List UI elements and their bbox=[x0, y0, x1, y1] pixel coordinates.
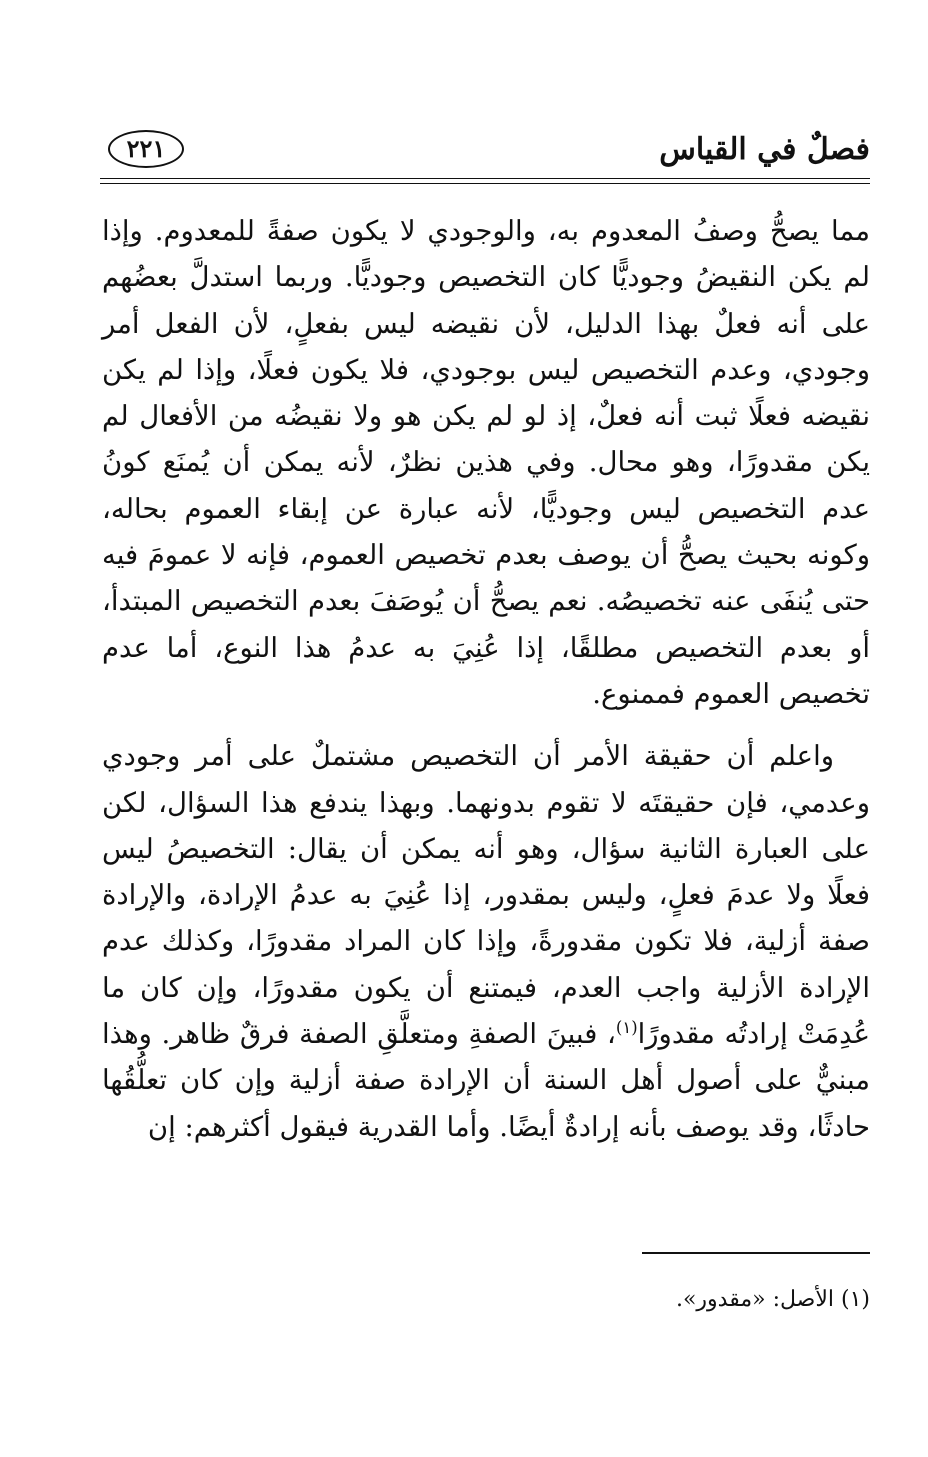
page-number: ٢٢١ bbox=[108, 130, 184, 168]
paragraph-1: مما يصحُّ وصفُ المعدوم به، والوجودي لا يكون صفةً للمعدوم. وإذا لم يكن النقيضُ وجوديًّا كان التخصيص وجوديًّا. وربما استدلَّ بعضُهم على أنه فعلٌ بهذا الدليل، لأن نقيضه ليس بفعلٍ، لأن الفعل أمر وجودي، وعدم التخصيص ليس بوجودي، فلا يكون فعلًا، وإذا لم يكن نقيضه فعلًا ثبت أنه فعلٌ، إذ لو لم يكن هو ولا نقيضُه من الأفعال لم يكن مقدورًا، وهو محال. وفي هذين نظرٌ، لأنه يمكن أن يُمنَع كونُ عدم التخصيص ليس وجوديًّا، لأنه عبارة عن إبقاء العموم بحاله، وكونه بحيث يصحُّ أن يوصف بعدم تخصيص العموم، فإنه لا عمومَ فيه حتى يُنفَى عنه تخصيصُه. نعم يصحُّ أن يُوصَفَ بعدم التخصيص المبتدأ، أو بعدم التخصيص مطلقًا، إذا عُنِيَ به عدمُ هذا النوع، أما عدم تخصيص العموم فممنوع. bbox=[102, 215, 870, 710]
paragraph-2-part-2: ، فبينَ الصفةِ ومتعلَّقِ الصفة فرقٌ ظاهر. وهذا مبنيٌّ على أصول أهل السنة أن الإرادة صفة أزلية وإن كان تعلُّقُها حادثًا، وقد يوصف بأنه إرادةٌ أيضًا. وأما القدرية فيقول أكثرهم: إن bbox=[102, 1018, 870, 1143]
footnote-separator bbox=[642, 1252, 870, 1254]
paragraph-2-part-1: واعلم أن حقيقة الأمر أن التخصيص مشتملٌ على أمر وجودي وعدمي، فإن حقيقتَه لا تقوم بدونهما. وبهذا يندفع هذا السؤال، لكن على العبارة الثانية سؤال، وهو أنه يمكن أن يقال: التخصيصُ ليس فعلًا ولا عدمَ فعلٍ، وليس بمقدور، إذا عُنِيَ به عدمُ الإرادة، والإرادة صفة أزلية، فلا تكون مقدورةً، وإذا كان المراد مقدورًا، وكذلك عدم الإرادة الأزلية واجب العدم، فيمتنع أن يكون مقدورًا، وإن كان ما عُدِمَتْ إرادتُه مقدورًا bbox=[102, 740, 870, 1051]
page-header bbox=[100, 128, 870, 176]
paragraph-2 bbox=[102, 733, 870, 1150]
running-title: فصلٌ في القياس bbox=[659, 132, 870, 167]
header-double-rule bbox=[100, 178, 870, 184]
footnote-1: (١) الأصل: «مقدور». bbox=[675, 1287, 870, 1312]
footnote-reference[interactable]: (١) bbox=[615, 1017, 638, 1037]
main-text bbox=[102, 208, 870, 1150]
